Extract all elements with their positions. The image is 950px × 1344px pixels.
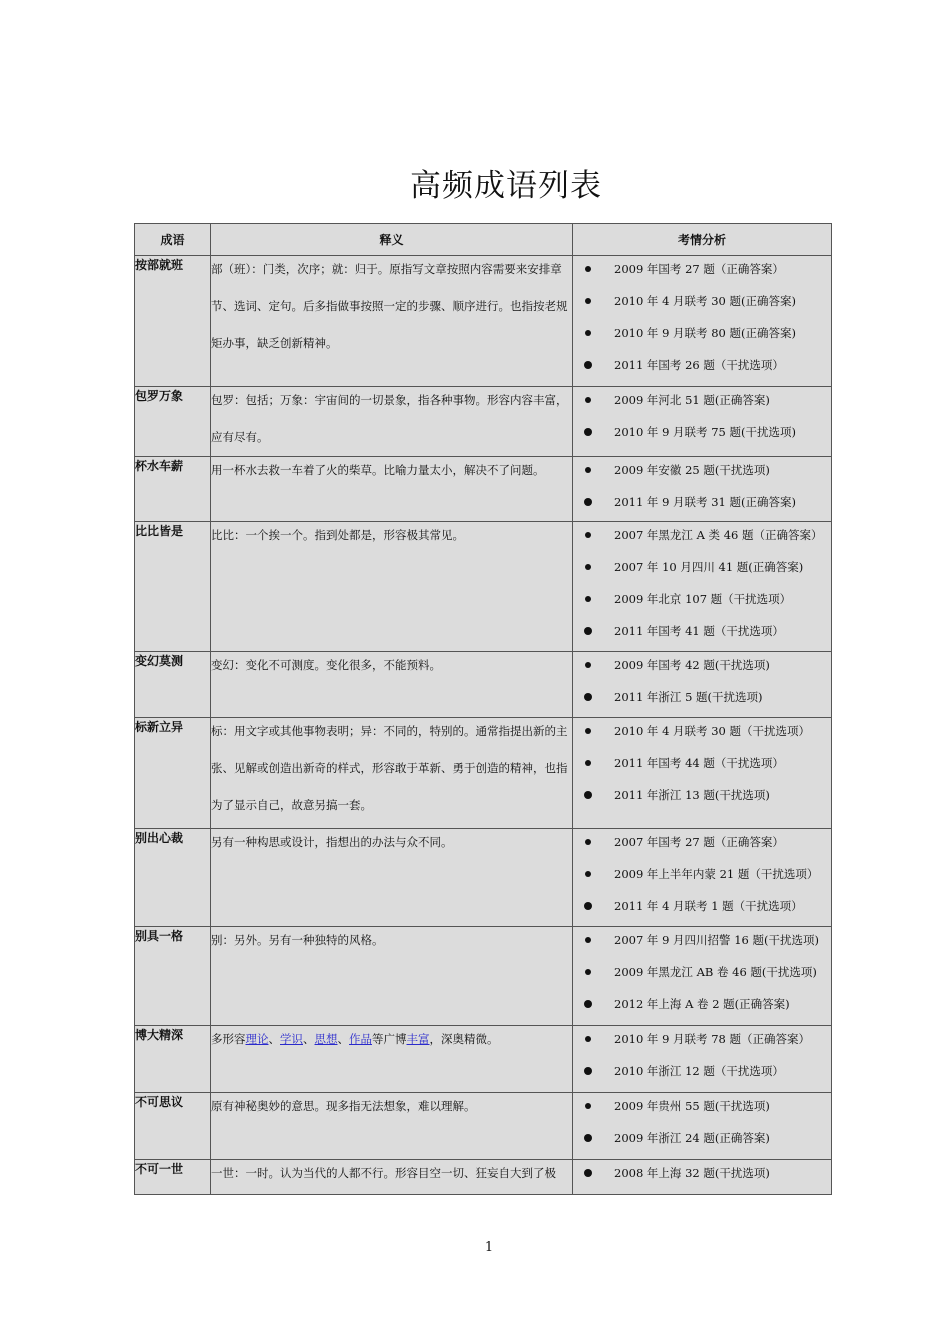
meaning-text: 一世：一时。认为当代的人都不行。形容目空一切、狂妄自大到了极	[211, 1166, 556, 1180]
list-item	[573, 782, 831, 814]
bullet-icon	[584, 693, 592, 701]
list-item	[573, 288, 831, 320]
exam-text: 2010 年 4 月联考 30 题（干扰选项）	[614, 724, 810, 738]
bullet-icon	[585, 397, 591, 403]
meaning-link[interactable]: 学识	[280, 1032, 303, 1046]
analysis-cell	[573, 927, 832, 1026]
meaning-text: 原有神秘奥妙的意思。现多指无法想象，难以理解。	[211, 1099, 476, 1113]
idiom-cell: 按部就班	[135, 256, 211, 387]
list-item	[573, 1058, 831, 1090]
exam-text: 2009 年浙江 24 题(正确答案)	[614, 1131, 770, 1145]
analysis-cell	[573, 256, 832, 387]
list-item	[573, 1125, 831, 1157]
bullet-icon	[585, 1036, 591, 1042]
bullet-icon	[584, 428, 592, 436]
exam-list	[573, 1160, 831, 1192]
meaning-cell	[211, 718, 573, 829]
list-item	[573, 750, 831, 782]
table-row	[135, 457, 832, 522]
meaning-text: 另有一种构思或设计，指想出的办法与众不同。	[211, 835, 453, 849]
list-item	[573, 387, 831, 419]
idiom-cell: 包罗万象	[135, 387, 211, 457]
exam-text: 2011 年 9 月联考 31 题(正确答案)	[614, 495, 796, 509]
list-item	[573, 320, 831, 352]
exam-text: 2011 年 4 月联考 1 题（干扰选项）	[614, 899, 803, 913]
meaning-text: 、	[337, 1032, 349, 1046]
exam-list	[573, 652, 831, 716]
exam-list	[573, 718, 831, 814]
list-item	[573, 1026, 831, 1058]
bullet-icon	[585, 298, 591, 304]
exam-text: 2009 年北京 107 题（干扰选项）	[614, 592, 792, 606]
exam-text: 2009 年安徽 25 题(干扰选项)	[614, 463, 770, 477]
list-item	[573, 718, 831, 750]
exam-list	[573, 1093, 831, 1157]
bullet-icon	[585, 839, 591, 845]
exam-text: 2010 年 9 月联考 75 题(干扰选项)	[614, 425, 796, 439]
exam-list	[573, 256, 831, 384]
idiom-cell: 变幻莫测	[135, 652, 211, 718]
exam-text: 2007 年 10 月四川 41 题(正确答案)	[614, 560, 804, 574]
table-row	[135, 256, 832, 387]
list-item	[573, 522, 831, 554]
analysis-cell	[573, 652, 832, 718]
exam-list	[573, 927, 831, 1023]
analysis-cell	[573, 1026, 832, 1093]
bullet-icon	[585, 330, 591, 336]
list-item	[573, 861, 831, 893]
meaning-text: 等广博	[372, 1032, 407, 1046]
meaning-cell	[211, 927, 573, 1026]
list-item	[573, 457, 831, 489]
bullet-icon	[585, 1103, 591, 1109]
meaning-text: 部（班）：门类，次序；就：归于。原指写文章按照内容需要来安排章节、选词、定句。后多指做事按照一定的步骤、顺序进行。也指按老规矩办事，缺乏创新精神。	[211, 262, 568, 350]
exam-text: 2009 年贵州 55 题(干扰选项)	[614, 1099, 770, 1113]
meaning-text: 标：用文字或其他事物表明；异：不同的，特别的。通常指提出新的主张、见解或创造出新奇的样式，形容敢于革新、勇于创造的精神，也指为了显示自己，故意另搞一套。	[211, 724, 568, 812]
bullet-icon	[584, 1169, 592, 1177]
exam-text: 2012 年上海 A 卷 2 题(正确答案)	[614, 997, 790, 1011]
table-row	[135, 522, 832, 652]
bullet-icon	[585, 564, 591, 570]
bullet-icon	[584, 791, 592, 799]
bullet-icon	[585, 266, 591, 272]
exam-text: 2010 年 9 月联考 78 题（正确答案）	[614, 1032, 810, 1046]
meaning-link[interactable]: 丰富	[406, 1032, 430, 1046]
list-item	[573, 554, 831, 586]
meaning-cell	[211, 387, 573, 457]
analysis-cell	[573, 829, 832, 927]
meaning-text: 用一杯水去救一车着了火的柴草。比喻力量太小，解决不了问题。	[211, 463, 545, 477]
meaning-text: ，深奥精微。	[429, 1032, 499, 1046]
bullet-icon	[584, 361, 592, 369]
exam-text: 2009 年河北 51 题(正确答案)	[614, 393, 770, 407]
meaning-link[interactable]: 作品	[349, 1032, 372, 1046]
bullet-icon	[585, 532, 591, 538]
meaning-text: 变幻：变化不可测度。变化很多，不能预料。	[211, 658, 441, 672]
table-row	[135, 829, 832, 927]
meaning-cell	[211, 522, 573, 652]
meaning-text: 、	[303, 1032, 315, 1046]
idiom-cell: 博大精深	[135, 1026, 211, 1093]
table-row	[135, 1160, 832, 1195]
bullet-icon	[585, 760, 591, 766]
exam-list	[573, 522, 831, 650]
bullet-icon	[585, 662, 591, 668]
analysis-cell	[573, 718, 832, 829]
exam-text: 2009 年国考 27 题（正确答案）	[614, 262, 784, 276]
bullet-icon	[584, 1067, 592, 1075]
table-row	[135, 652, 832, 718]
exam-list	[573, 457, 831, 521]
idiom-table	[134, 223, 832, 1195]
bullet-icon	[585, 467, 591, 473]
idiom-cell: 标新立异	[135, 718, 211, 829]
meaning-cell	[211, 1160, 573, 1195]
exam-list	[573, 1026, 831, 1090]
list-item	[573, 489, 831, 521]
meaning-cell	[211, 829, 573, 927]
idiom-cell: 杯水车薪	[135, 457, 211, 522]
meaning-text: 别：另外。另有一种独特的风格。	[211, 933, 384, 947]
column-header-analysis: 考情分析	[573, 224, 832, 256]
bullet-icon	[585, 596, 591, 602]
idiom-cell: 比比皆是	[135, 522, 211, 652]
exam-text: 2011 年国考 26 题（干扰选项）	[614, 358, 784, 372]
idiom-cell: 不可一世	[135, 1160, 211, 1195]
analysis-cell	[573, 387, 832, 457]
exam-list	[573, 829, 831, 925]
exam-text: 2011 年国考 41 题（干扰选项）	[614, 624, 784, 638]
list-item	[573, 1160, 831, 1192]
exam-text: 2010 年 9 月联考 80 题(正确答案)	[614, 326, 796, 340]
exam-text: 2010 年浙江 12 题（干扰选项）	[614, 1064, 784, 1078]
meaning-text: 包罗：包括；万象：宇宙间的一切景象，指各种事物。形容内容丰富，应有尽有。	[211, 393, 568, 444]
bullet-icon	[584, 902, 592, 910]
bullet-icon	[585, 969, 591, 975]
list-item	[573, 893, 831, 925]
meaning-cell	[211, 652, 573, 718]
bullet-icon	[585, 937, 591, 943]
exam-text: 2008 年上海 32 题(干扰选项)	[614, 1166, 770, 1180]
exam-text: 2007 年 9 月四川招警 16 题(干扰选项)	[614, 933, 819, 947]
meaning-text: 、	[268, 1032, 280, 1046]
list-item	[573, 652, 831, 684]
list-item	[573, 618, 831, 650]
exam-text: 2007 年黑龙江 A 类 46 题（正确答案）	[614, 528, 823, 542]
page-title: 高频成语列表	[410, 168, 602, 204]
meaning-text: 比比：一个挨一个。指到处都是，形容极其常见。	[211, 528, 464, 542]
exam-text: 2011 年浙江 13 题(干扰选项)	[614, 788, 770, 802]
table-row	[135, 387, 832, 457]
bullet-icon	[585, 871, 591, 877]
list-item	[573, 684, 831, 716]
meaning-text: 多形容	[211, 1032, 246, 1046]
exam-list	[573, 387, 831, 451]
table-row	[135, 1093, 832, 1160]
idiom-cell: 别具一格	[135, 927, 211, 1026]
list-item	[573, 991, 831, 1023]
meaning-cell	[211, 1093, 573, 1160]
column-header-idiom: 成语	[135, 224, 211, 256]
idiom-cell: 不可思议	[135, 1093, 211, 1160]
page-number: 1	[484, 1240, 494, 1255]
exam-text: 2007 年国考 27 题（正确答案）	[614, 835, 784, 849]
bullet-icon	[584, 1000, 592, 1008]
list-item	[573, 959, 831, 991]
meaning-cell	[211, 1026, 573, 1093]
idiom-cell: 别出心裁	[135, 829, 211, 927]
list-item	[573, 829, 831, 861]
meaning-cell	[211, 457, 573, 522]
bullet-icon	[585, 728, 591, 734]
bullet-icon	[584, 1134, 592, 1142]
exam-text: 2011 年国考 44 题（干扰选项）	[614, 756, 784, 770]
list-item	[573, 256, 831, 288]
list-item	[573, 1093, 831, 1125]
meaning-link[interactable]: 理论	[245, 1032, 269, 1046]
list-item	[573, 419, 831, 451]
table-row	[135, 1026, 832, 1093]
meaning-link[interactable]: 思想	[314, 1032, 338, 1046]
column-header-meaning: 释义	[211, 224, 573, 256]
analysis-cell	[573, 1093, 832, 1160]
exam-text: 2009 年上半年内蒙 21 题（干扰选项）	[614, 867, 819, 881]
bullet-icon	[584, 627, 592, 635]
list-item	[573, 927, 831, 959]
meaning-cell	[211, 256, 573, 387]
analysis-cell	[573, 522, 832, 652]
exam-text: 2011 年浙江 5 题(干扰选项)	[614, 690, 763, 704]
exam-text: 2010 年 4 月联考 30 题(正确答案)	[614, 294, 796, 308]
table-row	[135, 927, 832, 1026]
analysis-cell	[573, 1160, 832, 1195]
list-item	[573, 586, 831, 618]
analysis-cell	[573, 457, 832, 522]
table-row	[135, 718, 832, 829]
exam-text: 2009 年黑龙江 AB 卷 46 题(干扰选项)	[614, 965, 817, 979]
exam-text: 2009 年国考 42 题(干扰选项)	[614, 658, 770, 672]
list-item	[573, 352, 831, 384]
bullet-icon	[584, 498, 592, 506]
